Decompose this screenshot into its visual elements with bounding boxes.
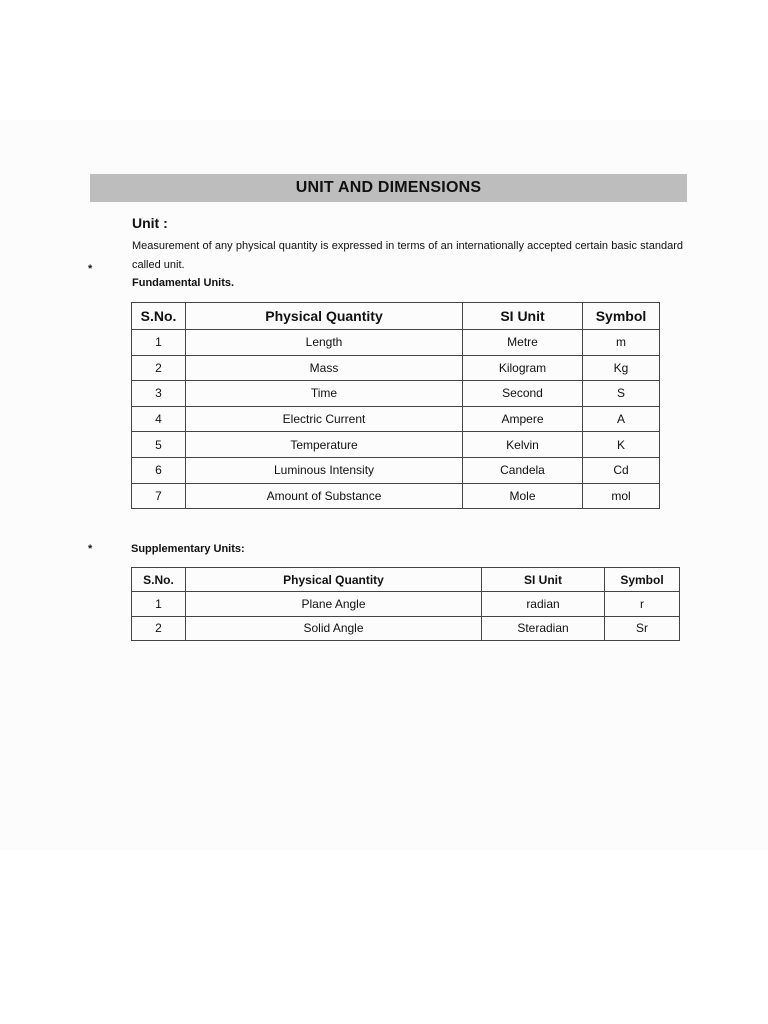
table-cell: 1 (132, 592, 186, 617)
table-cell: 2 (132, 355, 186, 381)
unit-heading: Unit : (132, 215, 168, 231)
table-row (132, 432, 660, 458)
table-cell: Kelvin (463, 432, 583, 458)
table-cell: Steradian (482, 616, 605, 641)
title-banner (90, 174, 687, 202)
table-cell: 1 (132, 330, 186, 356)
table-cell: 7 (132, 483, 186, 509)
column-header: Symbol (605, 568, 680, 592)
table-cell: 5 (132, 432, 186, 458)
supplementary-units-table (131, 567, 680, 641)
table-cell: m (583, 330, 660, 356)
bullet-star-fundamental: * (88, 263, 93, 275)
table-cell: radian (482, 592, 605, 617)
table-row (132, 592, 680, 617)
table-cell: Plane Angle (186, 592, 482, 617)
column-header: S.No. (132, 568, 186, 592)
table-cell: 2 (132, 616, 186, 641)
table-cell: Second (463, 381, 583, 407)
table-cell: Sr (605, 616, 680, 641)
table-row (132, 457, 660, 483)
page-title: UNIT AND DIMENSIONS (295, 179, 482, 196)
table-cell: mol (583, 483, 660, 509)
table-cell: Amount of Substance (186, 483, 463, 509)
table-cell: Kilogram (463, 355, 583, 381)
column-header: S.No. (132, 303, 186, 330)
table-cell: Ampere (463, 406, 583, 432)
table-header-row (132, 303, 660, 330)
fundamental-units-heading: Fundamental Units. (132, 277, 235, 289)
column-header: SI Unit (463, 303, 583, 330)
column-header: Symbol (583, 303, 660, 330)
table-cell: Time (186, 381, 463, 407)
table-header-row (132, 568, 680, 592)
supplementary-units-heading: Supplementary Units: (131, 543, 245, 555)
table-cell: Solid Angle (186, 616, 482, 641)
table-cell: Cd (583, 457, 660, 483)
table-cell: Kg (583, 355, 660, 381)
table-row (132, 381, 660, 407)
table-cell: r (605, 592, 680, 617)
table-cell: 4 (132, 406, 186, 432)
table-row (132, 330, 660, 356)
unit-definition: Measurement of any physical quantity is expressed in terms of an internationally accepted certain basic standard called unit. (132, 240, 683, 271)
table-cell: Electric Current (186, 406, 463, 432)
table-row (132, 406, 660, 432)
column-header: SI Unit (482, 568, 605, 592)
table-cell: S (583, 381, 660, 407)
table-cell: Luminous Intensity (186, 457, 463, 483)
table-cell: 6 (132, 457, 186, 483)
table-row (132, 616, 680, 641)
table-cell: Mole (463, 483, 583, 509)
table-cell: A (583, 406, 660, 432)
table-row (132, 355, 660, 381)
table-cell: Mass (186, 355, 463, 381)
table-cell: K (583, 432, 660, 458)
table-cell: Temperature (186, 432, 463, 458)
bullet-star-supplementary: * (88, 543, 93, 555)
column-header: Physical Quantity (186, 303, 463, 330)
table-row (132, 483, 660, 509)
fundamental-units-table (131, 302, 660, 509)
table-cell: 3 (132, 381, 186, 407)
table-cell: Length (186, 330, 463, 356)
column-header: Physical Quantity (186, 568, 482, 592)
table-cell: Metre (463, 330, 583, 356)
table-cell: Candela (463, 457, 583, 483)
